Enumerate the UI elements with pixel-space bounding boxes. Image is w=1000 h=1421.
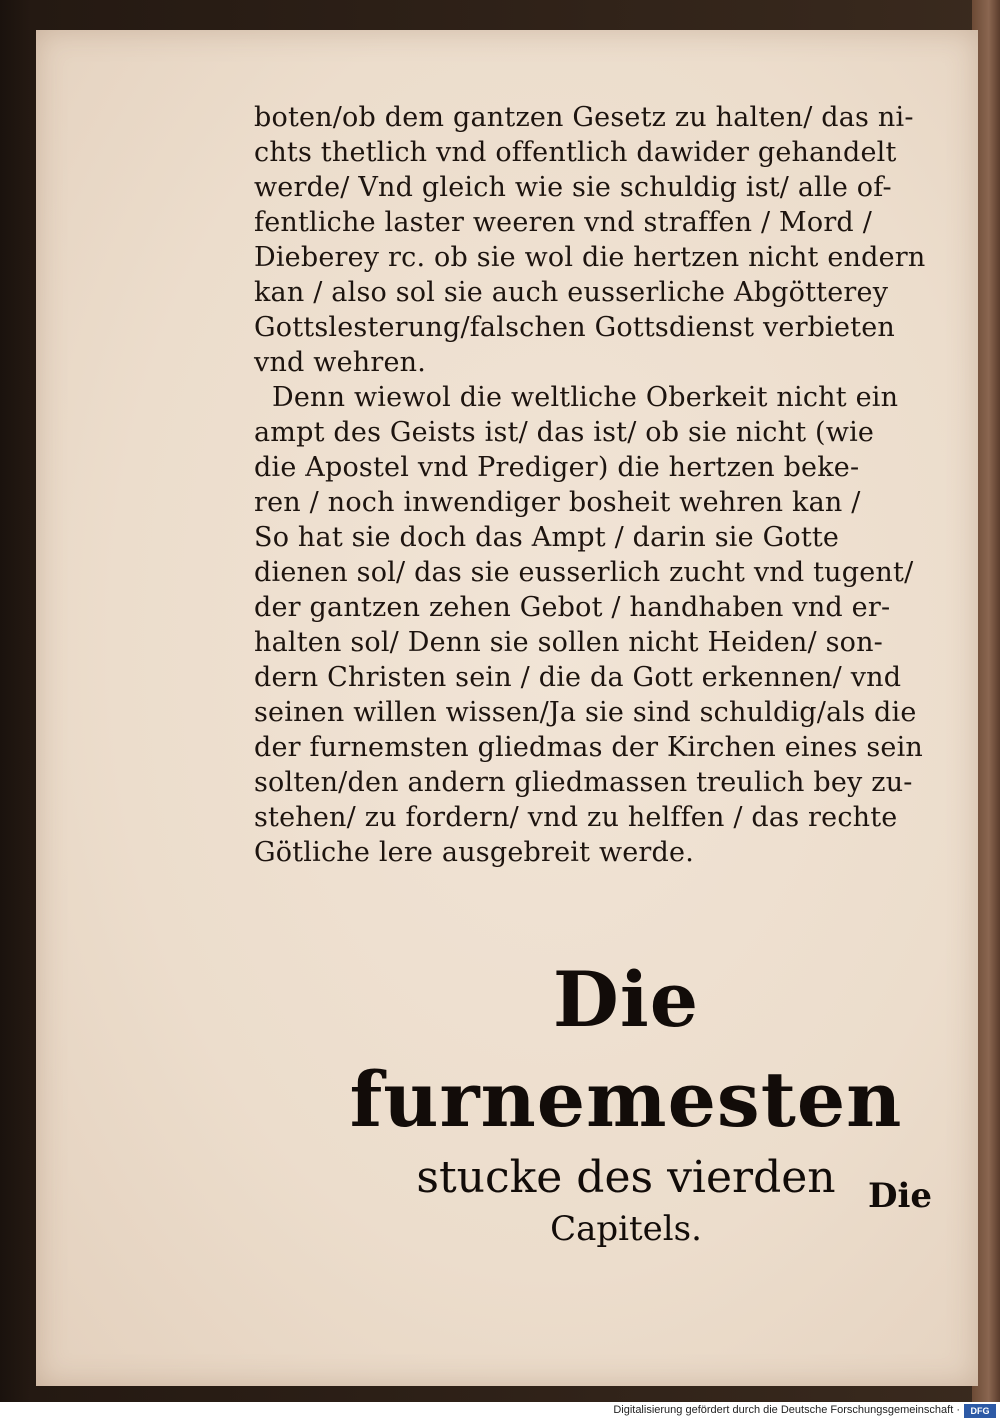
text-line: dienen sol/ das sie eusserlich zucht vnd tugent/ <box>254 557 914 588</box>
text-line: der gantzen zehen Gebot / handhaben vnd er- <box>254 592 891 623</box>
text-line: Götliche lere ausgebreit werde. <box>254 837 694 868</box>
text-line: der furnemsten gliedmas der Kirchen eines sein <box>254 732 924 763</box>
text-line: die Apostel vnd Prediger) die hertzen beke- <box>254 452 860 483</box>
heading-line-3: Capitels. <box>550 1209 702 1249</box>
text-line: chts thetlich vnd offentlich dawider gehandelt <box>254 137 897 168</box>
text-line: boten/ob dem gantzen Gesetz zu halten/ das ni- <box>254 102 914 133</box>
text-line: Gottslesterung/falschen Gottsdienst verbieten <box>254 312 895 343</box>
catchword: Die <box>868 1176 933 1216</box>
heading-line-1: Die furnemesten <box>349 955 903 1144</box>
dfg-logo: DFG <box>964 1404 996 1418</box>
text-line: Denn wiewol die weltliche Oberkeit nicht ein <box>272 382 899 413</box>
book-page <box>36 30 978 1386</box>
text-line: solten/den andern gliedmassen treulich bey zu- <box>254 767 913 798</box>
text-line: kan / also sol sie auch eusserliche Abgötterey <box>254 277 889 308</box>
heading-line-2: stucke des vierden <box>416 1152 836 1203</box>
text-line: ampt des Geists ist/ das ist/ ob sie nicht (wie <box>254 417 875 448</box>
text-line: halten sol/ Denn sie sollen nicht Heiden/ son- <box>254 627 884 658</box>
text-line: vnd wehren. <box>254 347 427 378</box>
text-line: dern Christen sein / die da Gott erkennen/ vnd <box>254 662 902 693</box>
text-line: ren / noch inwendiger bosheit wehren kan / <box>254 487 861 518</box>
text-line: werde/ Vnd gleich wie sie schuldig ist/ alle of- <box>254 172 892 203</box>
text-line: stehen/ zu fordern/ vnd zu helffen / das rechte <box>254 802 898 833</box>
text-line: So hat sie doch das Ampt / darin sie Gotte <box>254 522 840 553</box>
text-line: seinen willen wissen/Ja sie sind schuldig/als die <box>254 697 917 728</box>
text-line: fentliche laster weeren vnd straffen / Mord / <box>254 207 872 238</box>
text-line: Dieberey rc. ob sie wol die hertzen nicht endern <box>254 242 926 273</box>
footer-credit: Digitalisierung gefördert durch die Deutsche Forschungsgemeinschaft · <box>613 1404 960 1416</box>
section-heading <box>306 950 946 1252</box>
footer-bar <box>0 1402 1000 1421</box>
body-text <box>254 100 954 870</box>
